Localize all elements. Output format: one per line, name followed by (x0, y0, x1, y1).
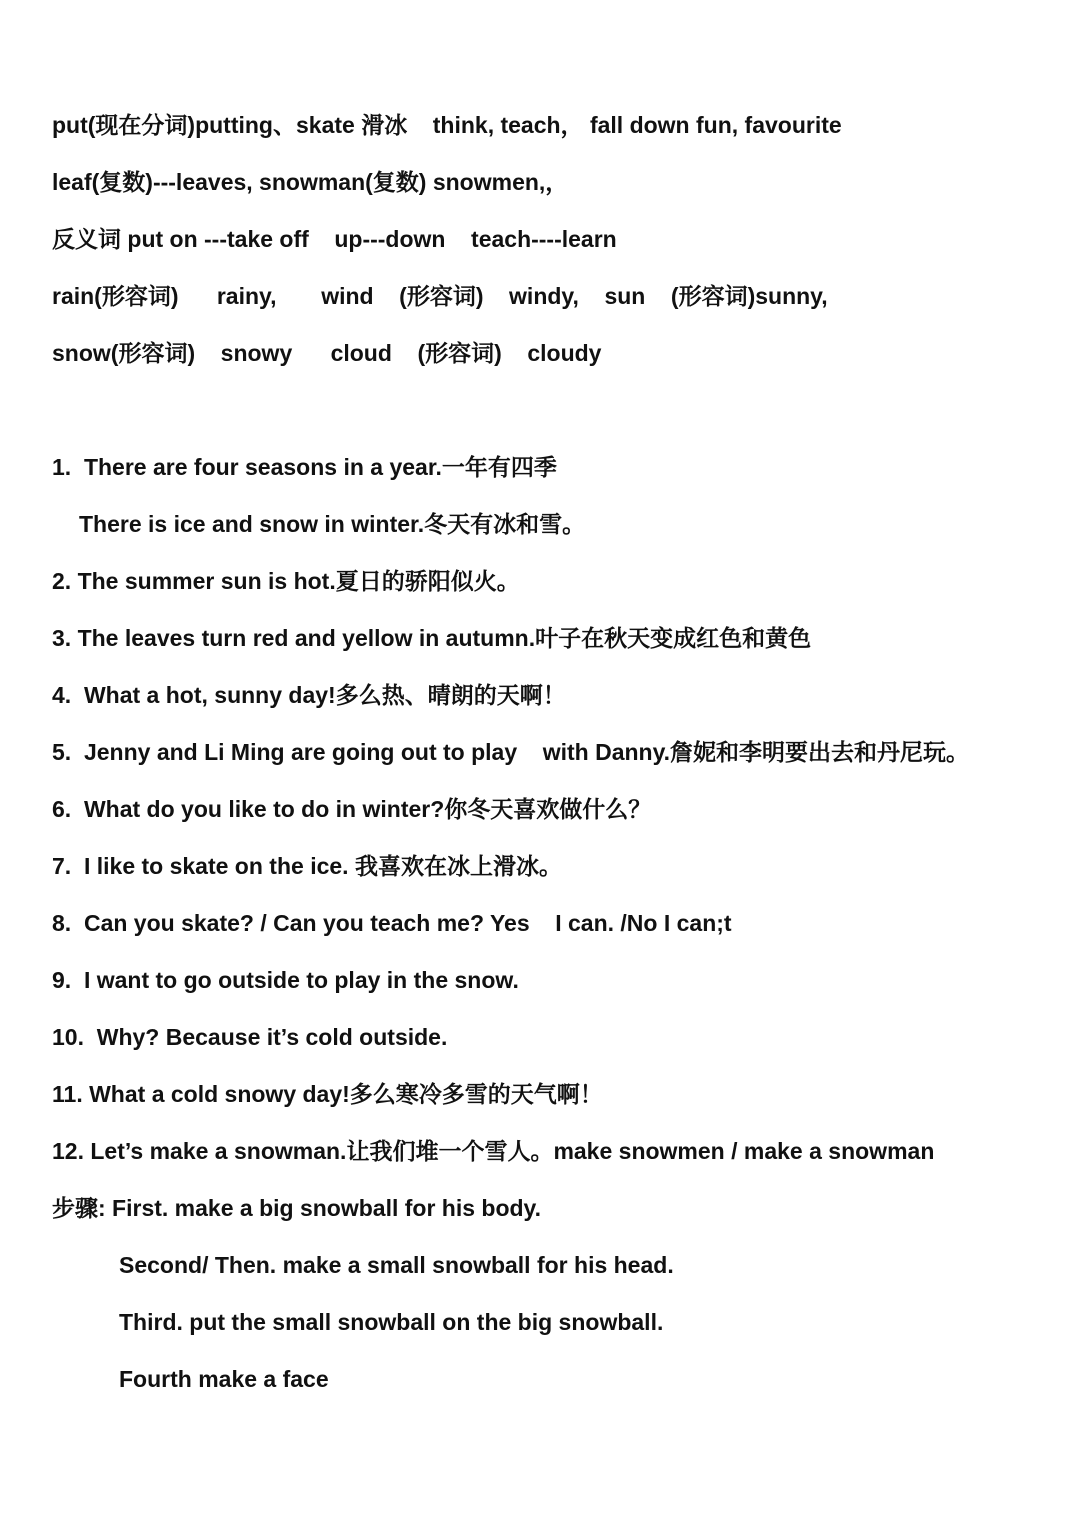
vocab-line-3: 反义词 put on ---take off up---down teach----learn (52, 226, 617, 252)
step-fourth: Fourth make a face (119, 1366, 329, 1392)
sentence-7: 7. I like to skate on the ice. 我喜欢在冰上滑冰。 (52, 853, 562, 879)
sentence-6: 6. What do you like to do in winter?你冬天喜欢做什么？ (52, 796, 652, 822)
step-second: Second/ Then. make a small snowball for his head. (119, 1252, 674, 1278)
sentence-1: 1. There are four seasons in a year.一年有四季 (52, 454, 557, 480)
sentence-4: 4. What a hot, sunny day!多么热、晴朗的天啊！ (52, 682, 566, 708)
sentence-2: 2. The summer sun is hot.夏日的骄阳似火。 (52, 568, 520, 594)
sentence-9: 9. I want to go outside to play in the snow. (52, 967, 519, 993)
sentence-11: 11. What a cold snowy day!多么寒冷多雪的天气啊！ (52, 1081, 603, 1107)
sentence-5: 5. Jenny and Li Ming are going out to play with Danny.詹妮和李明要出去和丹尼玩。 (52, 739, 970, 765)
step-third: Third. put the small snowball on the big snowball. (119, 1309, 664, 1335)
sentence-8: 8. Can you skate? / Can you teach me? Yes I can. /No I can;t (52, 910, 732, 936)
vocab-line-5: snow(形容词) snowy cloud (形容词) cloudy (52, 340, 602, 366)
sentence-12: 12. Let’s make a snowman.让我们堆一个雪人。make snowmen / make a snowman (52, 1138, 935, 1164)
vocab-line-1: put(现在分词)putting、skate 滑冰 think, teach， fall down fun, favourite (52, 112, 842, 138)
vocab-line-2: leaf(复数)---leaves, snowman(复数) snowmen,， (52, 169, 569, 195)
sentence-3: 3. The leaves turn red and yellow in autumn.叶子在秋天变成红色和黄色 (52, 625, 812, 651)
sentence-1b: There is ice and snow in winter.冬天有冰和雪。 (79, 511, 586, 537)
vocab-line-4: rain(形容词) rainy, wind (形容词) windy, sun (形容词)sunny, (52, 283, 828, 309)
sentence-10: 10. Why? Because it’s cold outside. (52, 1024, 448, 1050)
steps-heading-line: 步骤: First. make a big snowball for his body. (52, 1195, 542, 1221)
